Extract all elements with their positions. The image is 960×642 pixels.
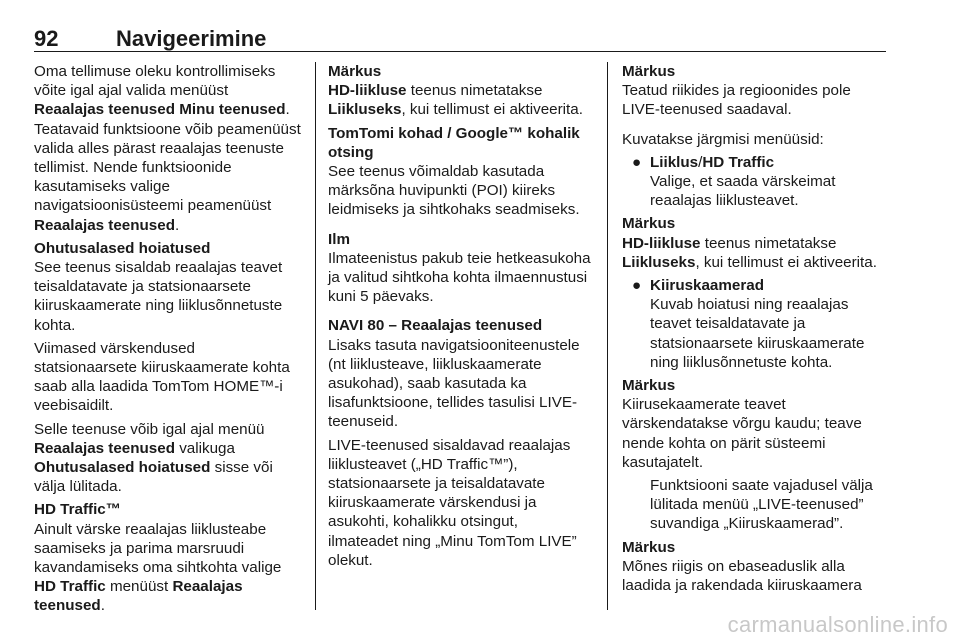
note-heading: Märkus	[622, 63, 676, 80]
weather-paragraph: Ilmateenistus pakub teie hetkeasukoha ja valitud sihtkoha kohta ilmaennustusi kuni 5 päevaks.	[328, 249, 591, 306]
note-heading: Märkus	[622, 377, 676, 395]
safety-paragraph: See teenus sisaldab reaalajas teavet teisaldatavate ja statsionaarsete kiiruskaamerate ning liiklusõnnetuste kohta.	[34, 259, 283, 334]
column-3	[622, 62, 890, 599]
bullet-icon: ●	[632, 277, 642, 295]
note-text: Mõnes riigis on ebaseaduslik alla laadida ja rakendada kiiruskaamera	[622, 557, 862, 595]
column-2	[328, 62, 592, 574]
toggle-paragraph: Selle teenuse võib igal ajal menüü Reaalajas teenused valikuga Ohutusalased hoiatused sisse või välja lülitada.	[34, 420, 273, 496]
safety-heading: Ohutusalased hoiatused	[34, 239, 211, 257]
note-text: HD-liikluse teenus nimetatakse Liikluseks, kui tellimust ei aktiveerita.	[328, 82, 583, 119]
bullet-speed-cameras: ● Kiiruskaamerad	[632, 277, 764, 295]
column-1	[34, 62, 302, 620]
menus-intro: Kuvatakse järgmisi menüüsid:	[622, 130, 824, 148]
chapter-title: Navigeerimine	[116, 26, 267, 51]
bullet-icon: ●	[632, 153, 642, 171]
page-number: 92	[34, 26, 59, 51]
traffic-heading: HD Traffic™	[34, 501, 121, 519]
updates-paragraph: Viimased värskendused statsionaarsete kiiruskaamerate kohta saab alla laadida TomTom HOME™-i veebisaidilt.	[34, 339, 290, 415]
poi-paragraph: See teenus võimaldab kasutada märksõna huvipunkti (POI) kiireks leidmiseks ja sihtkohaks seadmiseks.	[328, 163, 580, 219]
column-divider-2	[607, 62, 608, 610]
page-header	[34, 26, 886, 52]
note-heading: Märkus	[328, 63, 382, 80]
note-heading: Märkus	[622, 538, 676, 556]
note-text: Teatud riikides ja regioonides pole LIVE-teenused saadaval.	[622, 82, 851, 119]
bullet-traffic: ● Liiklus/HD Traffic	[632, 153, 775, 171]
column-divider-1	[315, 62, 316, 610]
traffic-paragraph: Ainult värske reaalajas liiklusteabe saamiseks ja parima marsruudi kavandamiseks oma sihtkohta valige HD Traffic menüüst Reaalajas teenused.	[34, 520, 282, 615]
bullet-speed-cameras-text: Kuvab hoiatusi ning reaalajas teavet teisaldatavate ja statsionaarsete kiiruskaamerate ning liiklusõnnetuste kohta.	[650, 296, 865, 371]
disable-paragraph: Funktsiooni saate vajadusel välja lülitada menüü „LIVE-teenused” suvandiga „Kiiruskaamerad”.	[650, 477, 873, 533]
note-text: Kiirusekaamerate teavet värskendatakse võrgu kaudu; teave nende kohta on pärit süsteemi kasutajatelt.	[622, 396, 862, 471]
subscription-paragraph: Oma tellimuse oleku kontrollimiseks võite igal ajal valida menüüst Reaalajas teenused Minu teenused. Teatavaid funktsioone võib peamenüüst valida alles pärast reaalajas teenuste tellimist. Nende funktsioonide kasutamiseks valige navigatsioonisüsteemi peamenüüst Reaalajas teenused.	[34, 63, 301, 234]
navi80-paragraph: Lisaks tasuta navigatsiooniteenustele (nt liiklusteave, liikluskaamerate asukohad), saab kasutada ka lisafunktsioone, tellides tasulisi LIVE-teenuseid.	[328, 336, 580, 431]
note-text: HD-liikluse teenus nimetatakse Liikluseks, kui tellimust ei aktiveerita.	[622, 234, 877, 271]
live-services-paragraph: LIVE-teenused sisaldavad reaalajas liiklusteavet („HD Traffic™”), statsionaarsete ja teisaldatavate kiiruskaamerate värskendusi ja asukohti, kohalikku otsingut, ilmateadet ning „Minu TomTom LIVE” olekut.	[328, 436, 577, 569]
navi80-heading: NAVI 80 – Reaalajas teenused	[328, 317, 543, 335]
poi-heading: TomTomi kohad / Google™ kohalik otsing	[328, 124, 580, 161]
watermark: carmanualsonline.info	[727, 612, 948, 637]
note-heading: Märkus	[622, 215, 676, 233]
weather-heading: Ilm	[328, 230, 350, 248]
bullet-traffic-text: Valige, et saada värskeimat reaalajas liiklusteavet.	[650, 173, 836, 210]
